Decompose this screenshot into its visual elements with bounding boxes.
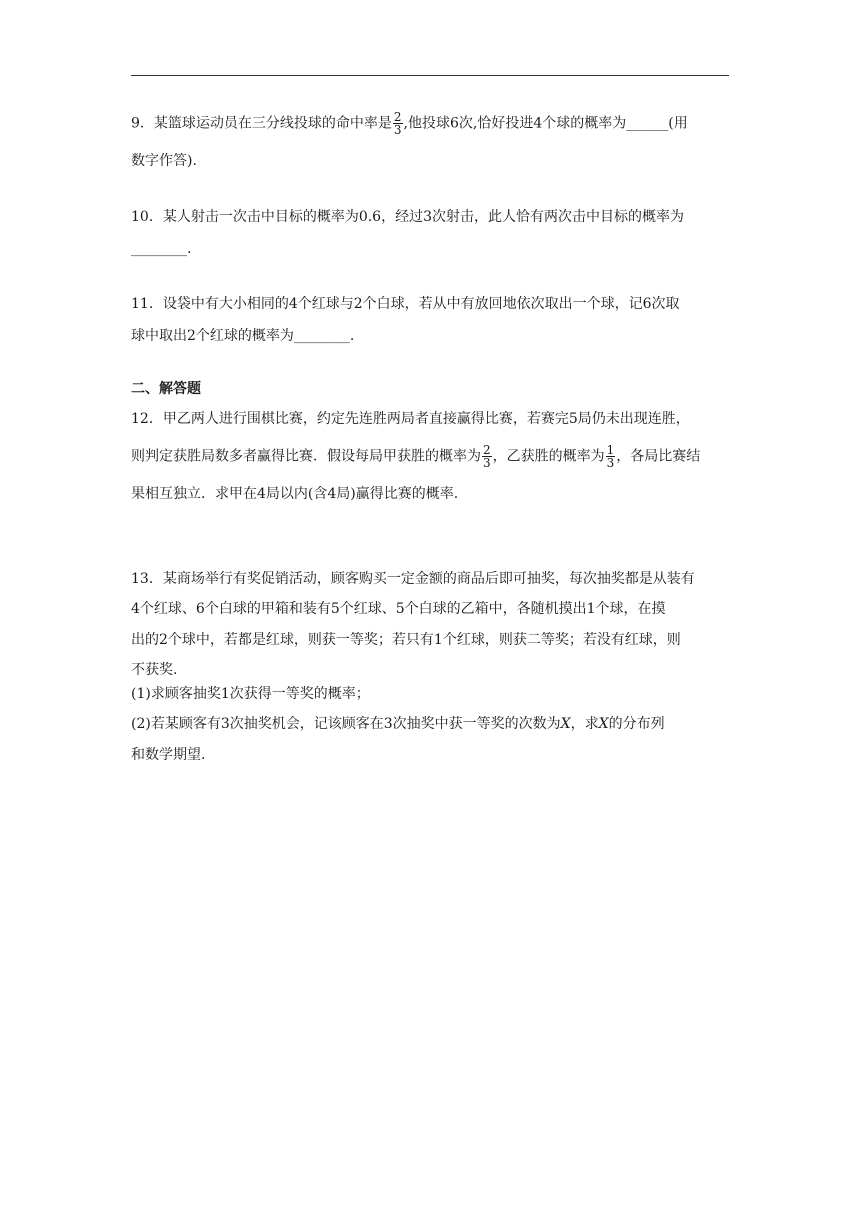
q13-p2-text-c: 的分布列 bbox=[608, 716, 665, 732]
q13-line-2: 4个红球、6个白球的甲箱和装有5个红球、5个白球的乙箱中，各随机摸出1个球，在摸 bbox=[131, 601, 666, 617]
q12-frac2-numerator: 1 bbox=[606, 443, 615, 457]
q12-text-b3: ，各局比赛结 bbox=[616, 448, 701, 465]
q13-line-3: 出的2个球中，若都是红球，则获一等奖；若只有1个红球，则获二等奖；若没有红球，则 bbox=[131, 632, 681, 648]
q12-text-b2: ，乙获胜的概率为 bbox=[492, 448, 605, 465]
q12-fraction-1 bbox=[482, 444, 492, 469]
q13-p2-variable-x-2: X bbox=[598, 716, 609, 732]
q9-frac-denominator: 3 bbox=[393, 123, 402, 137]
q13-p2-text-b: ，求 bbox=[570, 716, 599, 732]
q13-part-1: (1)求顾客抽奖1次获得一等奖的概率； bbox=[131, 686, 370, 702]
q9-fraction bbox=[393, 111, 403, 136]
q12-fraction-2 bbox=[606, 444, 616, 469]
q12-line-2 bbox=[131, 444, 700, 469]
q13-part-2 bbox=[131, 714, 665, 734]
q9-text-a: 9．某篮球运动员在三分线投球的命中率是 bbox=[131, 115, 392, 132]
q13-p2-text-a: (2)若某顾客有3次抽奖机会，记该顾客在3次抽奖中获一等奖的次数为 bbox=[131, 716, 561, 732]
q12-frac1-numerator: 2 bbox=[483, 443, 491, 457]
q9-line-1 bbox=[131, 111, 688, 136]
section-heading: 二、解答题 bbox=[131, 381, 201, 397]
header-rule bbox=[131, 75, 729, 76]
q12-line-1: 12．甲乙两人进行围棋比赛，约定先连胜两局者直接赢得比赛，若赛完5局仍未出现连胜， bbox=[131, 411, 690, 427]
q13-line-1: 13．某商场举行有奖促销活动，顾客购买一定金额的商品后即可抽奖，每次抽奖都是从装有 bbox=[131, 571, 695, 587]
q9-line-2: 数字作答). bbox=[131, 153, 197, 169]
q12-frac2-denominator: 3 bbox=[606, 456, 615, 470]
q9-text-b: ,他投球6次,恰好投进4个球的概率为______(用 bbox=[403, 115, 688, 132]
q12-text-b1: 则判定获胜局数多者赢得比赛．假设每局甲获胜的概率为 bbox=[131, 448, 481, 465]
q13-p2-variable-x: X bbox=[560, 716, 571, 732]
q10-line-1: 10．某人射击一次击中目标的概率为0.6，经过3次射击，此人恰有两次击中目标的概率为 bbox=[131, 209, 684, 225]
q13-part-2-cont: 和数学期望. bbox=[131, 747, 206, 763]
q13-line-4: 不获奖. bbox=[131, 662, 178, 678]
q10-line-2: ________. bbox=[131, 241, 192, 257]
q12-line-3: 果相互独立．求甲在4局以内(含4局)赢得比赛的概率. bbox=[131, 486, 459, 502]
q11-line-2: 球中取出2个红球的概率为________. bbox=[131, 328, 355, 344]
q12-frac1-denominator: 3 bbox=[483, 456, 491, 470]
q9-frac-numerator: 2 bbox=[393, 110, 402, 124]
q11-line-1: 11．设袋中有大小相同的4个红球与2个白球，若从中有放回地依次取出一个球，记6次取 bbox=[131, 296, 680, 312]
